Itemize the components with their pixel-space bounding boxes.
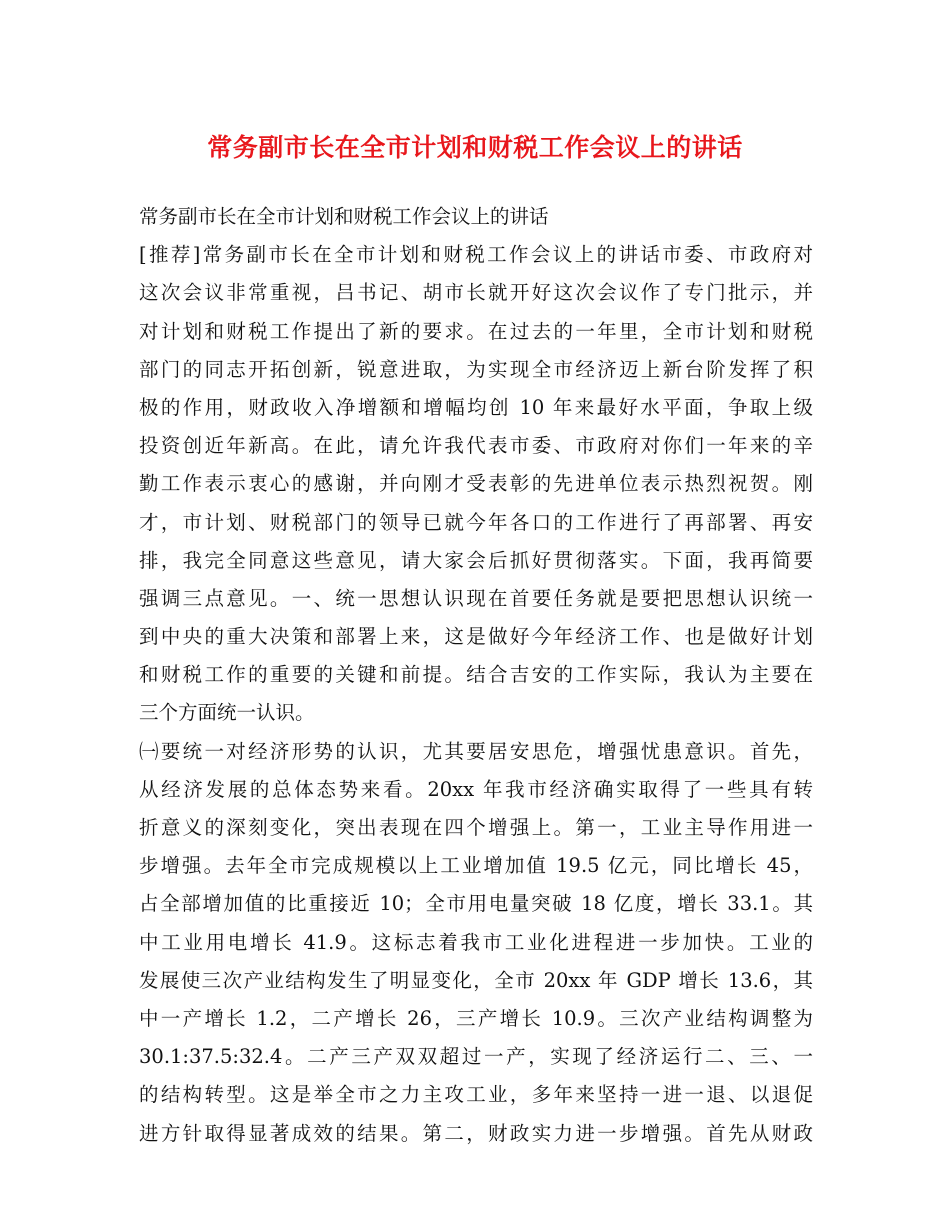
- body-line: 勤工作表示衷心的感谢，并向刚才受表彰的先进单位表示热烈祝贺。刚: [139, 472, 813, 496]
- body-line: 部门的同志开拓创新，锐意进取，为实现全市经济迈上新台阶发挥了积: [139, 357, 813, 381]
- body-line: 排，我完全同意这些意见，请大家会后抓好贯彻落实。下面，我再简要: [139, 548, 813, 572]
- body-line: 的结构转型。这是举全市之力主攻工业，多年来坚持一进一退、以退促: [139, 1083, 813, 1107]
- body-line: 30.1:37.5:32.4。二产三产双双超过一产，实现了经济运行二、三、一: [139, 1045, 813, 1069]
- body-line: 占全部增加值的比重接近 10；全市用电量突破 18 亿度，增长 33.1。其: [139, 892, 813, 916]
- body-line: 中工业用电增长 41.9。这标志着我市工业化进程进一步加快。工业的: [139, 930, 813, 954]
- body-line: 从经济发展的总体态势来看。20xx 年我市经济确实取得了一些具有转: [139, 777, 813, 801]
- body-line: 进方针取得显著成效的结果。第二，财政实力进一步增强。首先从财政: [139, 1121, 813, 1145]
- body-line: 对计划和财税工作提出了新的要求。在过去的一年里，全市计划和财税: [139, 319, 813, 343]
- body-line: 强调三点意见。一、统一思想认识现在首要任务就是要把思想认识统一: [139, 586, 813, 610]
- document-title: 常务副市长在全市计划和财税工作会议上的讲话: [207, 133, 743, 162]
- body-line: 这次会议非常重视，吕书记、胡市长就开好这次会议作了专门批示，并: [139, 281, 813, 305]
- document-body: [139, 198, 813, 1153]
- body-line: 常务副市长在全市计划和财税工作会议上的讲话: [139, 205, 549, 228]
- body-line: ㈠要统一对经济形势的认识，尤其要居安思危，增强忧患意识。首先，: [139, 739, 813, 763]
- body-line: [推荐]常务副市长在全市计划和财税工作会议上的讲话市委、市政府对: [139, 243, 813, 267]
- body-line: 中一产增长 1.2，二产增长 26，三产增长 10.9。三次产业结构调整为: [139, 1006, 813, 1030]
- body-line: 发展使三次产业结构发生了明显变化，全市 20xx 年 GDP 增长 13.6，其: [139, 968, 813, 992]
- body-line: 折意义的深刻变化，突出表现在四个增强上。第一，工业主导作用进一: [139, 816, 813, 839]
- body-line: 极的作用，财政收入净增额和增幅均创 10 年来最好水平面，争取上级: [139, 395, 813, 419]
- body-line: 步增强。去年全市完成规模以上工业增加值 19.5 亿元，同比增长 45，: [139, 854, 813, 878]
- body-line: 才，市计划、财税部门的领导已就今年各口的工作进行了再部署、再安: [139, 510, 813, 534]
- body-line: 三个方面统一认识。: [139, 701, 315, 725]
- body-line: 投资创近年新高。在此，请允许我代表市委、市政府对你们一年来的辛: [139, 434, 813, 458]
- body-line: 和财税工作的重要的关键和前提。结合吉安的工作实际，我认为主要在: [139, 663, 813, 687]
- body-line: 到中央的重大决策和部署上来，这是做好今年经济工作、也是做好计划: [139, 625, 813, 649]
